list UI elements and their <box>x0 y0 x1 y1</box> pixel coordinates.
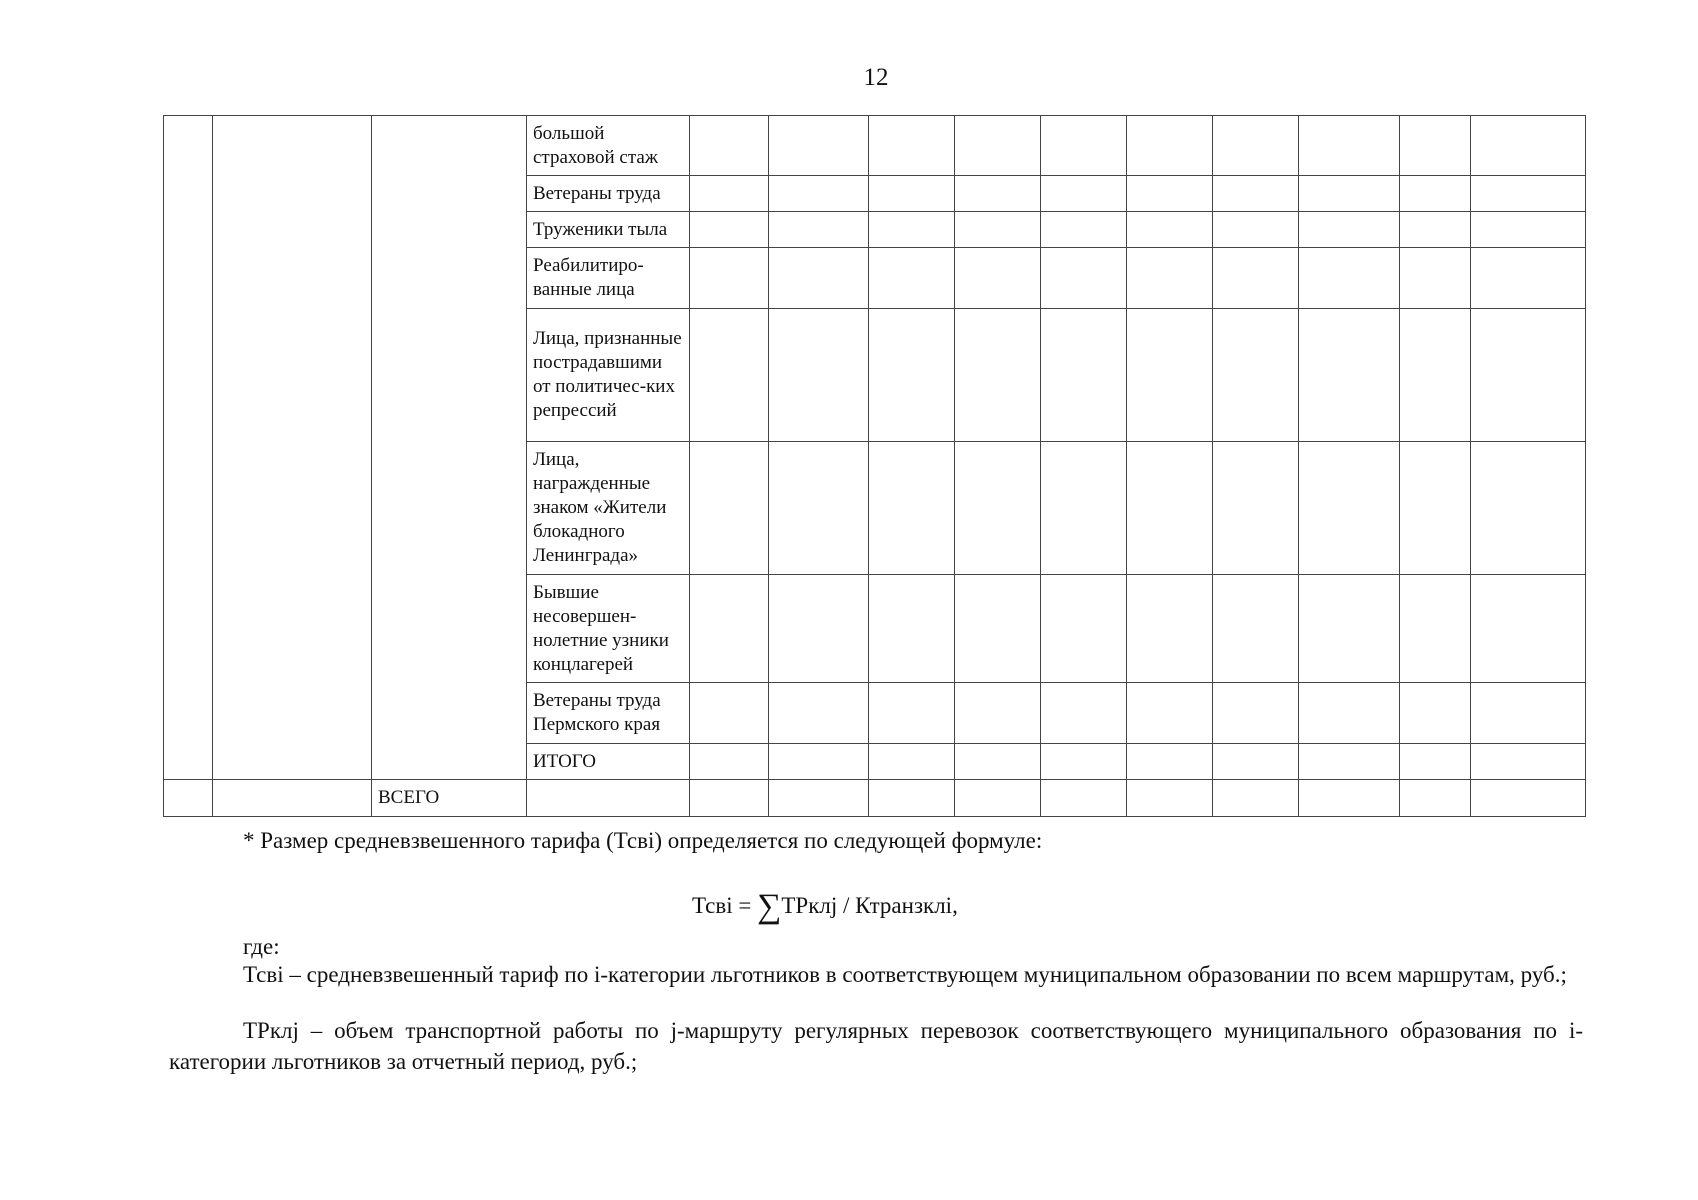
empty-cell <box>1213 575 1299 683</box>
empty-cell <box>1299 248 1400 309</box>
empty-cell <box>690 212 769 248</box>
category-label: Ветераны труда Пермского края <box>527 683 690 744</box>
empty-cell <box>955 176 1041 212</box>
empty-cell <box>1400 575 1471 683</box>
empty-cell <box>1127 212 1213 248</box>
empty-cell <box>1471 683 1586 744</box>
empty-cell <box>690 683 769 744</box>
empty-cell <box>690 744 769 780</box>
empty-cell <box>769 744 869 780</box>
empty-cell <box>1299 309 1400 442</box>
empty-cell <box>955 212 1041 248</box>
empty-cell <box>1471 309 1586 442</box>
formula-lhs: Тсвi = <box>692 893 752 918</box>
empty-cell <box>1041 116 1127 176</box>
page-number: 12 <box>863 64 889 91</box>
empty-cell <box>690 248 769 309</box>
empty-cell <box>1041 575 1127 683</box>
empty-cell <box>955 116 1041 176</box>
footnote: * Размер средневзвешенного тарифа (Тсвi) определяется по следующей формуле: <box>243 828 1043 853</box>
empty-cell <box>690 176 769 212</box>
empty-cell <box>1400 212 1471 248</box>
empty-cell <box>955 575 1041 683</box>
empty-cell <box>1471 442 1586 575</box>
empty-cell <box>1041 248 1127 309</box>
empty-cell <box>955 309 1041 442</box>
empty-cell <box>1471 212 1586 248</box>
empty-cell <box>869 116 955 176</box>
empty-cell <box>690 575 769 683</box>
formula-rhs: ТРклj / Ктранзклi, <box>781 893 958 918</box>
empty-cell <box>1041 683 1127 744</box>
where-label: где: <box>243 934 280 959</box>
definition-trkl-text: ТРклj – объем транспортной работы по j-маршруту регулярных перевозок соответствующего муниципального образования по i-категории льготников за отчетный период, руб.; <box>169 1018 1583 1074</box>
empty-cell <box>213 780 372 817</box>
empty-cell <box>1041 309 1127 442</box>
empty-cell <box>769 575 869 683</box>
empty-cell <box>1299 442 1400 575</box>
empty-cell <box>1213 309 1299 442</box>
empty-cell <box>1299 176 1400 212</box>
empty-cell <box>1400 780 1471 817</box>
category-label: ИТОГО <box>527 744 690 780</box>
table-row-total <box>164 780 1586 817</box>
empty-cell <box>1471 116 1586 176</box>
category-label: Лица, награжденные знаком «Жители блокадного Ленинграда» <box>527 442 690 575</box>
empty-cell <box>1400 116 1471 176</box>
empty-cell <box>955 683 1041 744</box>
empty-cell <box>1213 683 1299 744</box>
empty-cell <box>1400 248 1471 309</box>
empty-cell <box>1127 780 1213 817</box>
empty-cell <box>1213 116 1299 176</box>
empty-cell <box>527 780 690 817</box>
empty-cell <box>869 575 955 683</box>
empty-cell <box>1127 309 1213 442</box>
empty-cell <box>769 116 869 176</box>
empty-cell <box>1299 780 1400 817</box>
empty-cell <box>869 780 955 817</box>
empty-cell <box>1213 442 1299 575</box>
empty-cell <box>164 780 213 817</box>
empty-cell <box>1127 442 1213 575</box>
sigma-symbol: ∑ <box>757 888 782 925</box>
empty-cell <box>869 248 955 309</box>
empty-cell <box>1400 683 1471 744</box>
empty-cell <box>869 683 955 744</box>
empty-cell <box>1127 176 1213 212</box>
empty-cell <box>1471 575 1586 683</box>
empty-cell <box>1299 575 1400 683</box>
empty-cell <box>869 309 955 442</box>
empty-cell <box>769 248 869 309</box>
empty-cell <box>955 744 1041 780</box>
table-row <box>164 116 1586 176</box>
empty-cell <box>1299 212 1400 248</box>
definition-trkl <box>169 1015 1583 1077</box>
empty-cell <box>1400 744 1471 780</box>
empty-cell <box>1041 744 1127 780</box>
empty-cell <box>955 780 1041 817</box>
empty-cell <box>1213 248 1299 309</box>
empty-cell <box>690 116 769 176</box>
empty-cell <box>1127 116 1213 176</box>
empty-cell <box>1041 212 1127 248</box>
category-label: Реабилитиро-ванные лица <box>527 248 690 309</box>
empty-cell <box>1213 212 1299 248</box>
empty-cell <box>769 309 869 442</box>
definition-tsv-text: Тсвi – средневзвешенный тариф по i-категории льготников в соответствующем муниципальном образовании по всем маршрутам, руб.; <box>243 962 1567 987</box>
empty-cell <box>769 780 869 817</box>
category-label: Ветераны труда <box>527 176 690 212</box>
empty-cell <box>769 176 869 212</box>
merged-cell <box>372 116 527 780</box>
empty-cell <box>869 176 955 212</box>
category-label: Труженики тыла <box>527 212 690 248</box>
empty-cell <box>769 683 869 744</box>
empty-cell <box>1127 744 1213 780</box>
empty-cell <box>690 442 769 575</box>
empty-cell <box>1400 442 1471 575</box>
empty-cell <box>1041 176 1127 212</box>
total-label: ВСЕГО <box>372 780 527 817</box>
empty-cell <box>1400 309 1471 442</box>
empty-cell <box>1471 744 1586 780</box>
empty-cell <box>1041 780 1127 817</box>
empty-cell <box>1471 780 1586 817</box>
empty-cell <box>1213 780 1299 817</box>
empty-cell <box>955 442 1041 575</box>
table-body <box>164 116 1586 817</box>
category-label: Бывшие несовершен-нолетние узники концлагерей <box>527 575 690 683</box>
empty-cell <box>869 212 955 248</box>
empty-cell <box>955 248 1041 309</box>
empty-cell <box>1213 744 1299 780</box>
empty-cell <box>690 780 769 817</box>
empty-cell <box>769 442 869 575</box>
merged-cell <box>213 116 372 780</box>
empty-cell <box>1127 683 1213 744</box>
empty-cell <box>1127 248 1213 309</box>
empty-cell <box>1471 176 1586 212</box>
empty-cell <box>1471 248 1586 309</box>
empty-cell <box>1299 683 1400 744</box>
category-label: большой страховой стаж <box>527 116 690 176</box>
empty-cell <box>769 212 869 248</box>
merged-cell <box>164 116 213 780</box>
empty-cell <box>869 744 955 780</box>
empty-cell <box>1299 116 1400 176</box>
empty-cell <box>1299 744 1400 780</box>
category-label: Лица, признанные пострадавшими от политичес-ких репрессий <box>527 309 690 442</box>
empty-cell <box>690 309 769 442</box>
empty-cell <box>1041 442 1127 575</box>
empty-cell <box>1127 575 1213 683</box>
benefits-table <box>163 115 1586 817</box>
empty-cell <box>869 442 955 575</box>
empty-cell <box>1213 176 1299 212</box>
definition-tsv <box>169 959 1583 990</box>
empty-cell <box>1400 176 1471 212</box>
